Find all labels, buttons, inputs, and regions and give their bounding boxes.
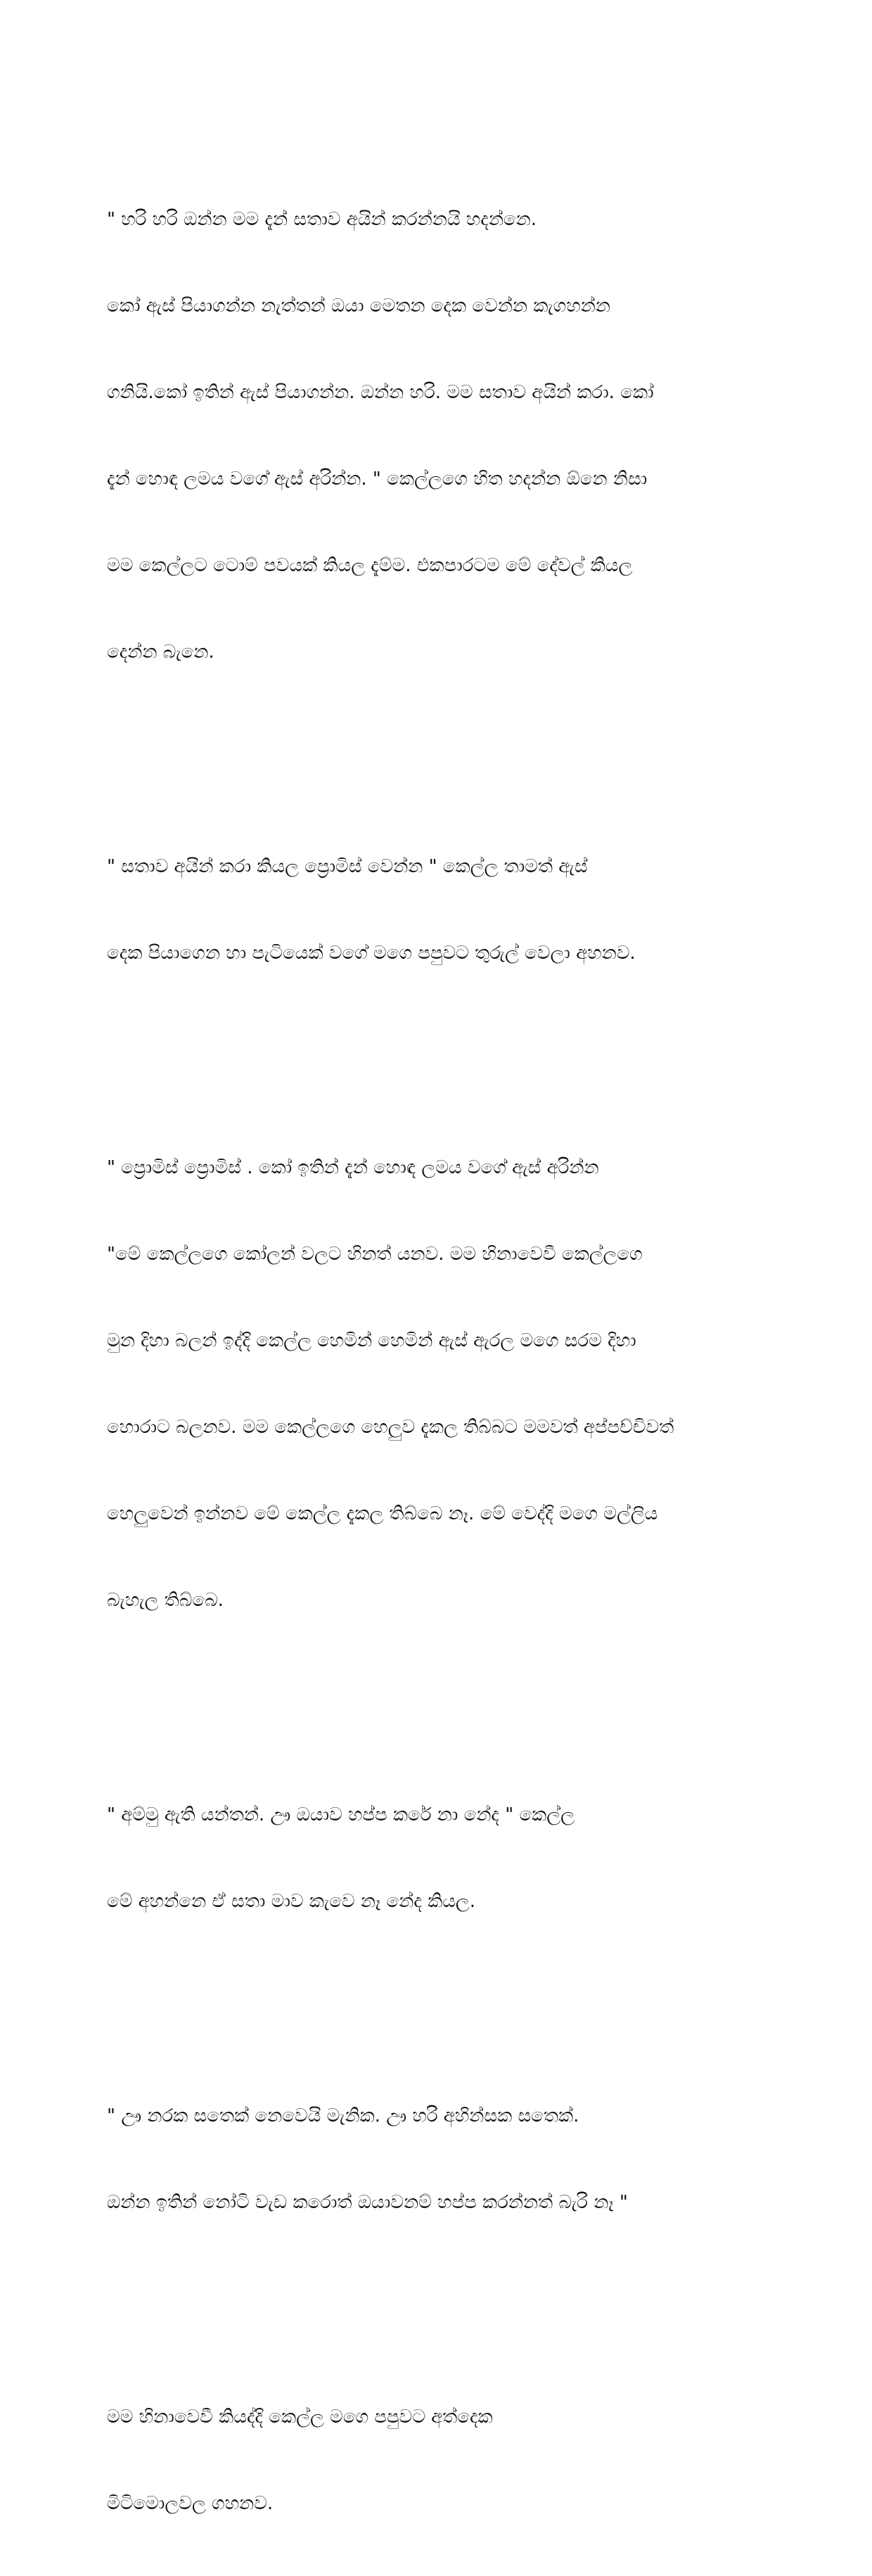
paragraph-6 [107,2345,771,2576]
paragraph-1 [107,148,771,725]
paragraph-line: දෙන්න බැනෙ. [107,642,214,663]
paragraph-line: " අම්මු ඇති යන්තන්. ඌ ඔයාව හප්ප කරේ නා නේද " කෙල්ල [107,1804,575,1825]
paragraph-line: මුන දිහා බලන් ඉද්දි කෙල්ල හෙමින් හෙමින් ඇස් ඇරල මගෙ සරම දිහා [107,1330,636,1351]
paragraph-line: ඔන්න ඉතින් නෝටි වැඩ කරොත් ඔයාවනම් හප්ප කරන්නත් බැරි නෑ " [107,2192,628,2213]
paragraph-line: හොරාට බලනව. මම කෙල්ලගෙ හෙලුව දැකල තිබ්බට මමවත් අප්පච්චිවත් [107,1417,674,1438]
paragraph-line: දැන් හොඳ ලමය වගේ ඇස් අරින්න. " කෙල්ලගෙ හිත හදන්න ඕනෙ නිසා [107,468,648,490]
paragraph-line: මම හිනාවෙවී කියද්දි කෙල්ල මගෙ පපුවට අත්දෙක [107,2406,493,2428]
paragraph-line: දෙක පියාගෙන හා පැටියෙක් වගේ මගෙ පපුවට තුරුල් වෙලා අහනව. [107,943,636,964]
document-body [107,148,771,2576]
paragraph-line: මිටිමොලවල ගහනව. [107,2493,274,2514]
paragraph-3 [107,1096,771,1673]
paragraph-line: කෝ ඇස් පියාගන්න නැත්තන් ඔයා මෙතන දෙක වෙන්න කැගහන්න [107,295,610,317]
paragraph-line: " ප්‍රොමිස් ප්‍රොමිස් . කෝ ඉතින් දැන් හොඳ ලමය වගේ ඇස් අරින්න [107,1157,599,1178]
paragraph-5 [107,2044,771,2275]
paragraph-line: බැහැල තිබ්බෙ. [107,1590,224,1611]
paragraph-line: හෙලුවෙන් ඉන්නව මේ කෙල්ල දැකල තිබ්බෙ නෑ. මේ වෙද්දි මගෙ මල්ලිය [107,1503,658,1524]
paragraph-line: ගනියි.කෝ ඉතින් ඇස් පියාගන්න. ඔන්න හරි. මම සතාව අයින් කරා. කෝ [107,382,654,403]
paragraph-line: "මේ කෙල්ලගෙ කෝලන් වලට හිනත් යනව. මම හිනාවෙවී කෙල්ලගෙ [107,1244,643,1265]
paragraph-line: " හරි හරි ඔන්න මම දැන් සතාව අයින් කරන්නයි හදන්නෙ. [107,209,537,230]
paragraph-line: මේ අහන්නෙ ඒ සතා මාව කැවෙ නෑ නේද කියල. [107,1891,476,1912]
paragraph-4 [107,1743,771,1974]
paragraph-line: " ඌ නරක සතෙක් නෙවෙයි මැනික. ඌ හරි අහින්සක සතෙක්. [107,2105,579,2127]
paragraph-line: " සතාව අයින් කරා කියල ප්‍රොමිස් වෙන්න " කෙල්ල තාමත් ඇස් [107,856,588,877]
paragraph-2 [107,795,771,1026]
paragraph-line: මම කෙල්ලට ටොම් පවයක් කියල දැම්ම. එකපාරටම මේ දේවල් කියල [107,555,633,576]
